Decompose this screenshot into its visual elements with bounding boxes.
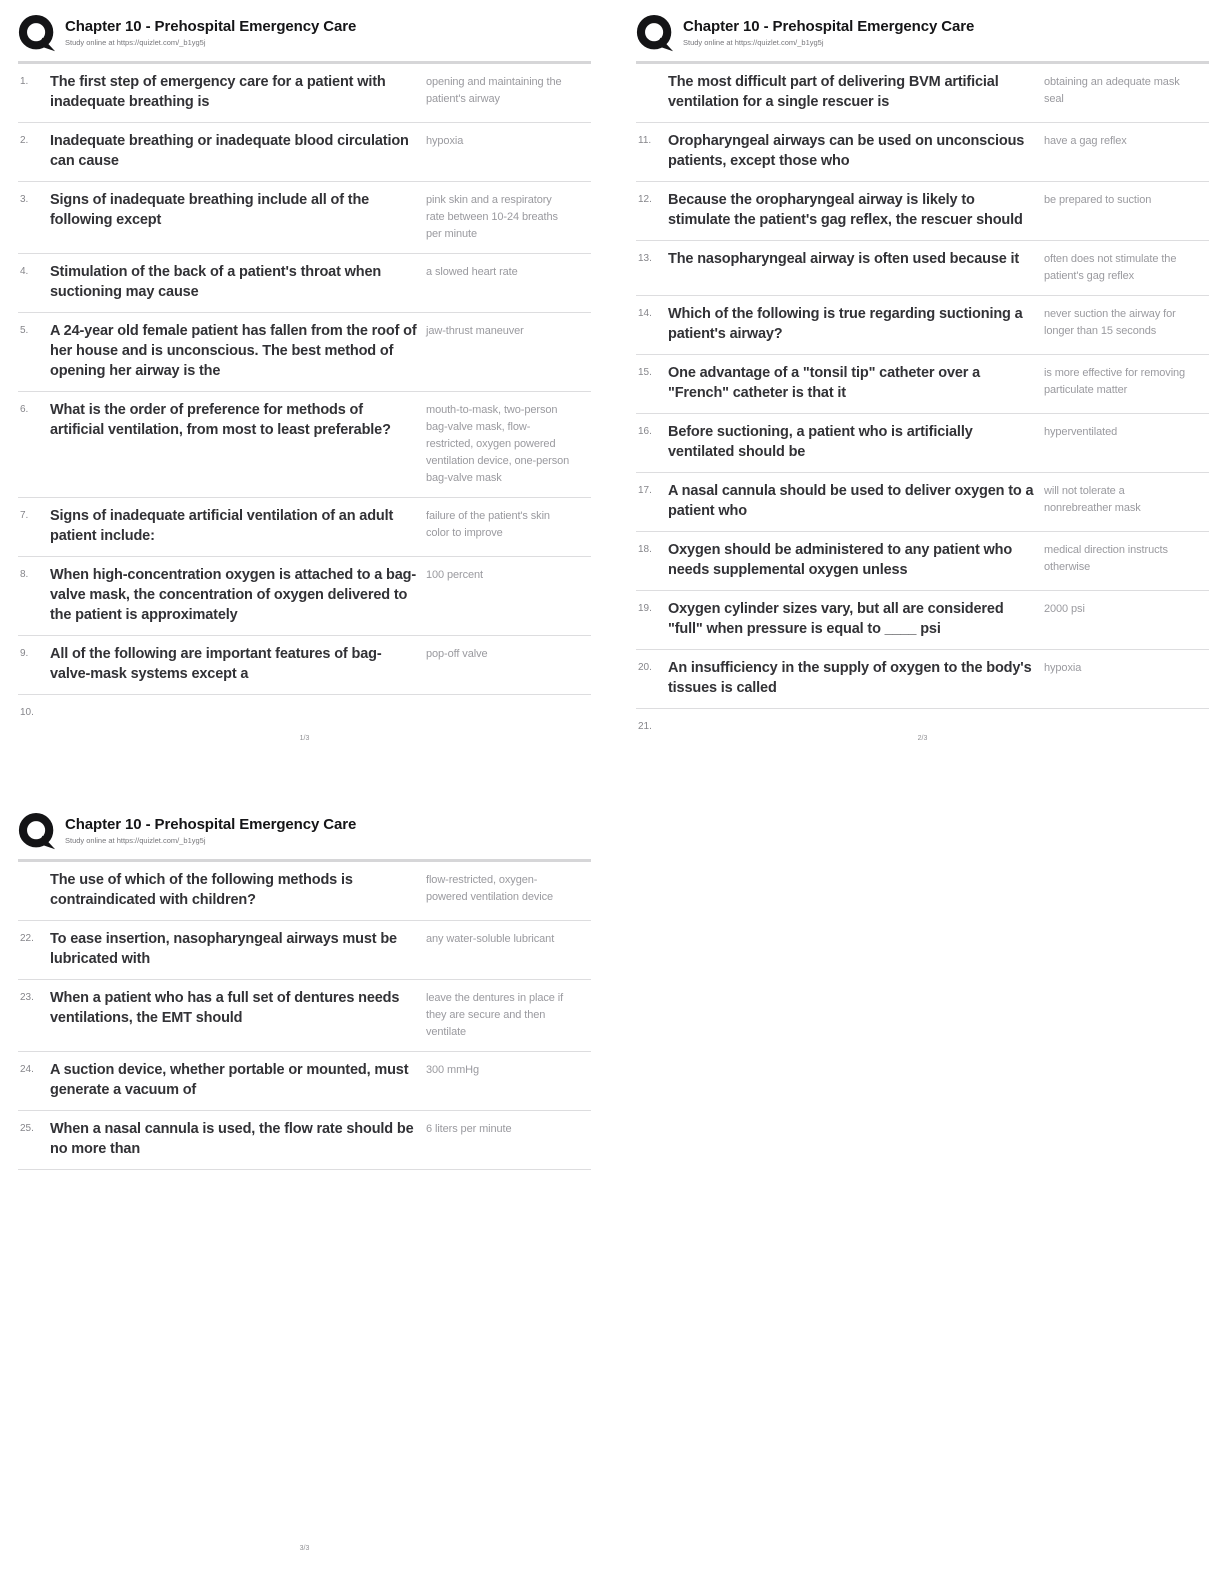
set-title: Chapter 10 - Prehospital Emergency Care	[683, 18, 975, 35]
qa-row	[636, 355, 1209, 414]
question-number: 18.	[638, 544, 652, 555]
answer-text: 300 mmHg	[426, 1064, 479, 1076]
answer-text: 6 liters per minute	[426, 1123, 512, 1135]
qa-row	[18, 254, 591, 313]
qa-row	[18, 636, 591, 695]
question-text: One advantage of a "tonsil tip" catheter over a "French" catheter is that it	[668, 365, 981, 401]
answer-text: 100 percent	[426, 569, 483, 581]
qa-row	[636, 182, 1209, 241]
header-text	[65, 812, 591, 845]
qa-row	[636, 709, 1209, 738]
answer-text: be prepared to suction	[1044, 194, 1152, 206]
header-text	[65, 14, 591, 47]
answer-text: mouth-to-mask, two-person bag-valve mask, flow-restricted, oxygen powered ventilation device, one-person bag-valve mask	[426, 404, 570, 484]
study-online-link: Study online at https://quizlet.com/_b1yg5j	[65, 38, 206, 47]
answer-text: never suction the airway for longer than 15 seconds	[1044, 308, 1176, 337]
question-text: When high-concentration oxygen is attached to a bag-valve mask, the concentration of oxygen delivered to the patient is approximately	[50, 567, 417, 623]
qa-row	[636, 241, 1209, 296]
qa-row	[636, 414, 1209, 473]
quizlet-q-logo-icon	[636, 15, 674, 53]
answer-text: failure of the patient's skin color to improve	[426, 510, 550, 539]
question-number: 9.	[20, 648, 29, 659]
answer-text: medical direction instructs otherwise	[1044, 544, 1168, 573]
question-number: 20.	[638, 662, 652, 673]
question-text	[668, 717, 1044, 734]
question-number: 5.	[20, 325, 29, 336]
set-title: Chapter 10 - Prehospital Emergency Care	[65, 18, 357, 35]
answer-text: pop-off valve	[426, 648, 488, 660]
qa-row	[18, 392, 591, 498]
question-text: All of the following are important features of bag-valve-mask systems except a	[50, 646, 382, 682]
question-text: The use of which of the following methods is contraindicated with children?	[50, 872, 353, 908]
question-number: 7.	[20, 510, 29, 521]
qa-row	[636, 532, 1209, 591]
question-text: An insufficiency in the supply of oxygen to the body's tissues is called	[668, 660, 1032, 696]
question-number: 10.	[20, 707, 34, 718]
qa-row	[18, 980, 591, 1052]
question-text: Oropharyngeal airways can be used on unconscious patients, except those who	[668, 133, 1025, 169]
qa-row	[18, 695, 591, 724]
question-number	[18, 870, 50, 910]
question-number: 17.	[638, 485, 652, 496]
question-text: Inadequate breathing or inadequate blood circulation can cause	[50, 133, 409, 169]
question-text: Which of the following is true regarding suctioning a patient's airway?	[668, 306, 1023, 342]
question-number: 23.	[20, 992, 34, 1003]
question-number	[636, 72, 668, 112]
answer-text: hypoxia	[426, 135, 464, 147]
answer-text: hyperventilated	[1044, 426, 1118, 438]
question-number: 1.	[20, 76, 29, 87]
printed-page-1	[18, 14, 591, 759]
answer-text: any water-soluble lubricant	[426, 933, 555, 945]
printed-page-3	[18, 812, 591, 1557]
answer-text: leave the dentures in place if they are secure and then ventilate	[426, 992, 564, 1038]
answer-text: flow-restricted, oxygen-powered ventilation device	[426, 874, 554, 903]
answer-text	[426, 703, 571, 720]
qa-row	[636, 650, 1209, 709]
qa-list	[18, 862, 591, 1170]
question-text: Oxygen should be administered to any patient who needs supplemental oxygen unless	[668, 542, 1013, 578]
question-number: 12.	[638, 194, 652, 205]
question-number: 14.	[638, 308, 652, 319]
question-number: 11.	[638, 135, 652, 146]
question-text: The first step of emergency care for a patient with inadequate breathing is	[50, 74, 386, 110]
question-number: 25.	[20, 1123, 34, 1134]
qa-row	[18, 921, 591, 980]
question-number: 15.	[638, 367, 652, 378]
qa-row	[636, 473, 1209, 532]
page-header	[636, 14, 1209, 64]
question-text	[50, 703, 426, 720]
answer-text: have a gag reflex	[1044, 135, 1127, 147]
question-number: 24.	[20, 1064, 34, 1075]
answer-text: 2000 psi	[1044, 603, 1085, 615]
qa-row	[18, 498, 591, 557]
page-number: 1/3	[299, 735, 310, 742]
qa-row	[636, 591, 1209, 650]
qa-row	[636, 64, 1209, 123]
question-number: 6.	[20, 404, 29, 415]
page-header	[18, 14, 591, 64]
answer-text: jaw-thrust maneuver	[426, 325, 524, 337]
question-number: 3.	[20, 194, 29, 205]
answer-text: is more effective for removing particulate matter	[1044, 367, 1186, 396]
question-text: Before suctioning, a patient who is artificially ventilated should be	[668, 424, 973, 460]
answer-text: a slowed heart rate	[426, 266, 518, 278]
question-text: The most difficult part of delivering BVM artificial ventilation for a single rescuer is	[668, 74, 999, 110]
qa-row	[636, 296, 1209, 355]
qa-row	[18, 313, 591, 392]
answer-text	[1044, 717, 1189, 734]
question-text: Oxygen cylinder sizes vary, but all are considered "full" when pressure is equal to ____ psi	[668, 601, 1004, 637]
page-number: 2/3	[917, 735, 928, 742]
answer-text: obtaining an adequate mask seal	[1044, 76, 1180, 105]
question-text: Signs of inadequate artificial ventilation of an adult patient include:	[50, 508, 394, 544]
quizlet-q-logo-icon	[18, 813, 56, 851]
quizlet-q-logo-icon	[18, 15, 56, 53]
question-text: Because the oropharyngeal airway is likely to stimulate the patient's gag reflex, the rescuer should	[668, 192, 1023, 228]
question-text: When a nasal cannula is used, the flow rate should be no more than	[50, 1121, 414, 1157]
question-text: A suction device, whether portable or mounted, must generate a vacuum of	[50, 1062, 409, 1098]
question-number: 4.	[20, 266, 29, 277]
qa-list	[636, 64, 1209, 738]
question-number: 8.	[20, 569, 29, 580]
qa-row	[636, 123, 1209, 182]
answer-text: pink skin and a respiratory rate between 10-24 breaths per minute	[426, 194, 558, 240]
question-text: A nasal cannula should be used to deliver oxygen to a patient who	[668, 483, 1034, 519]
qa-row	[18, 557, 591, 636]
header-text	[683, 14, 1209, 47]
qa-row	[18, 862, 591, 921]
printed-page-2	[636, 14, 1209, 759]
question-text: Stimulation of the back of a patient's throat when suctioning may cause	[50, 264, 382, 300]
question-number: 19.	[638, 603, 652, 614]
question-number: 22.	[20, 933, 34, 944]
answer-text: hypoxia	[1044, 662, 1082, 674]
qa-row	[18, 1052, 591, 1111]
study-online-link: Study online at https://quizlet.com/_b1yg5j	[683, 38, 824, 47]
question-text: To ease insertion, nasopharyngeal airways must be lubricated with	[50, 931, 397, 967]
qa-row	[18, 64, 591, 123]
question-number: 16.	[638, 426, 652, 437]
qa-list	[18, 64, 591, 724]
qa-row	[18, 1111, 591, 1170]
qa-row	[18, 123, 591, 182]
study-online-link: Study online at https://quizlet.com/_b1yg5j	[65, 836, 206, 845]
question-text: The nasopharyngeal airway is often used because it	[668, 251, 1020, 267]
answer-text: often does not stimulate the patient's gag reflex	[1044, 253, 1177, 282]
question-number: 21.	[638, 721, 652, 732]
set-title: Chapter 10 - Prehospital Emergency Care	[65, 816, 357, 833]
question-number: 13.	[638, 253, 652, 264]
answer-text: opening and maintaining the patient's airway	[426, 76, 562, 105]
question-number: 2.	[20, 135, 29, 146]
qa-row	[18, 182, 591, 254]
page-number: 3/3	[299, 1545, 310, 1552]
question-text: When a patient who has a full set of dentures needs ventilations, the EMT should	[50, 990, 400, 1026]
question-text: Signs of inadequate breathing include all of the following except	[50, 192, 370, 228]
answer-text: will not tolerate a nonrebreather mask	[1044, 485, 1141, 514]
question-text: What is the order of preference for methods of artificial ventilation, from most to least preferable?	[50, 402, 391, 438]
page-header	[18, 812, 591, 862]
question-text: A 24-year old female patient has fallen from the roof of her house and is unconscious. The best method of opening her airway is the	[50, 323, 417, 379]
